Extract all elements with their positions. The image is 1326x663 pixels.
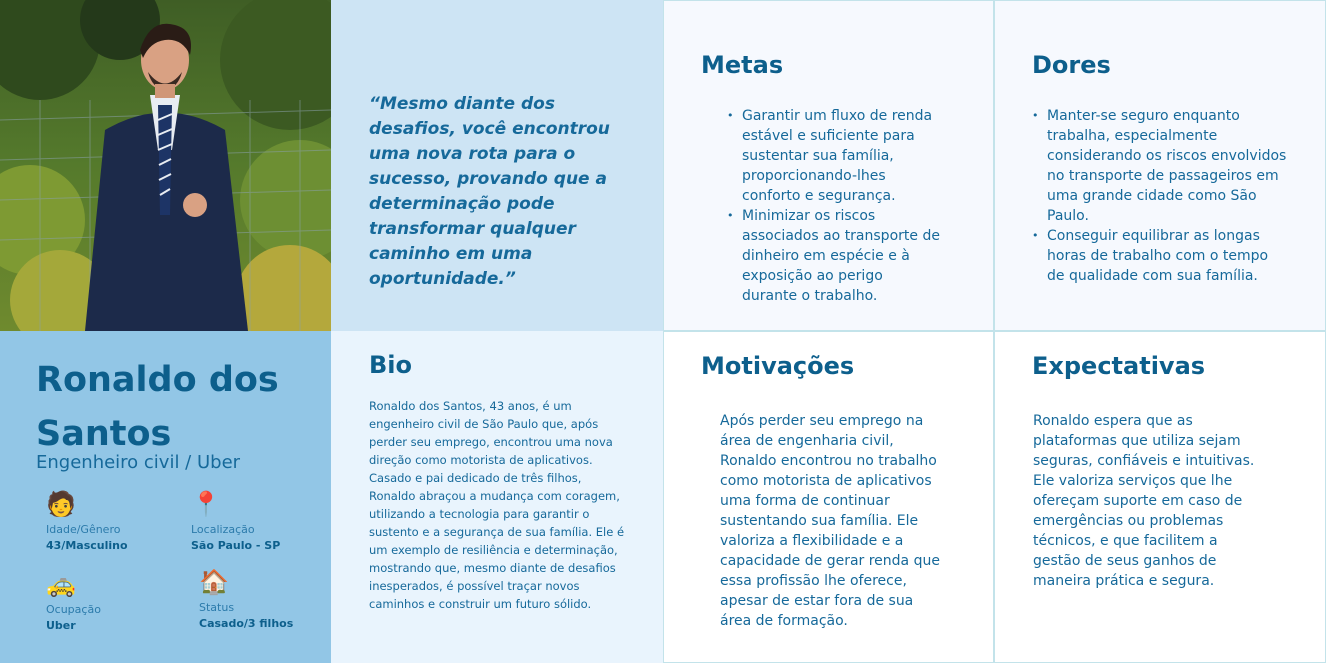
face-emoji-icon: 🧑 (46, 490, 76, 518)
detail-value: São Paulo - SP (191, 539, 281, 552)
detail-occupation (46, 569, 186, 632)
pains-item: • Manter-se seguro enquanto trabalha, especialmente considerando os riscos envolvidos no transporte de passageiros em uma grande cidade como São Paulo. (1032, 106, 1288, 226)
persona-photo (0, 0, 331, 331)
persona-name: Ronaldo dos Santos (36, 360, 279, 454)
goals-item: • Minimizar os riscos associados ao transporte de dinheiro em espécie e à exposição ao perigo durante o trabalho. (727, 206, 942, 306)
quote-card (331, 0, 663, 331)
detail-location (191, 489, 331, 552)
motivations-card (663, 331, 994, 663)
pains-item: • Conseguir equilibrar as longas horas de trabalho com o tempo de qualidade com sua família. (1032, 226, 1288, 286)
detail-value: Casado/3 filhos (199, 617, 294, 630)
bio-title: Bio (369, 351, 413, 379)
pains-title: Dores (1032, 51, 1111, 79)
detail-value: 43/Masculino (46, 539, 128, 552)
bio-text: Ronaldo dos Santos, 43 anos, é um engenheiro civil de São Paulo que, após perder seu emprego, encontrou uma nova direção como motorista de aplicativos. Casado e pai dedicado de três filhos, Ronaldo abraçou a mudança com coragem, utilizando a tecnologia para garantir o sustento e a segurança de sua família. Ele é um exemplo de resiliência e determinação, mostrando que, mesmo diante de desafios inesperados, é possível traçar novos caminhos e construir um futuro sólido. (369, 399, 625, 611)
goals-title: Metas (701, 51, 784, 79)
detail-label: Localização (191, 523, 255, 536)
detail-label: Ocupação (46, 603, 101, 616)
detail-label: Idade/Gênero (46, 523, 121, 536)
motivations-text: Após perder seu emprego na área de engenharia civil, Ronaldo encontrou no trabalho como motorista de aplicativos uma forma de continuar sustentando sua família. Ele valoriza a flexibilidade e a capacidade de gerar renda que essa profissão lhe oferece, apesar de estar fora de sua área de formação. (720, 413, 940, 629)
persona-quote: “Mesmo diante dos desafios, você encontrou uma nova rota para o sucesso, provando que a determinação pode transformar qualquer caminho em uma oportunidade.” (369, 94, 610, 289)
expectations-card (994, 331, 1326, 663)
profile-card (0, 331, 331, 663)
pains-list (1032, 106, 1288, 286)
pains-card (994, 0, 1326, 331)
detail-status (199, 567, 331, 630)
house-icon: 🏠 (199, 568, 229, 596)
persona-role: Engenheiro civil / Uber (36, 452, 241, 473)
detail-age-gender (46, 489, 186, 552)
location-pin-icon: 📍 (191, 490, 221, 518)
detail-value: Uber (46, 619, 76, 632)
persona-photo-illustration (0, 0, 331, 331)
motivations-title: Motivações (701, 352, 855, 380)
expectations-title: Expectativas (1032, 352, 1206, 380)
expectations-text: Ronaldo espera que as plataformas que utiliza sejam seguras, confiáveis e intuitivas. Ele valoriza serviços que lhe ofereçam suporte em caso de emergências ou problemas técnicos, e que facilitem a gestão de seus ganhos de maneira prática e segura. (1033, 413, 1255, 589)
goals-card (663, 0, 994, 331)
goals-list (727, 106, 942, 306)
detail-label: Status (199, 601, 235, 614)
taxi-icon: 🚕 (46, 570, 76, 598)
goals-item: • Garantir um fluxo de renda estável e suficiente para sustentar sua família, proporcionando-lhes conforto e segurança. (727, 106, 942, 206)
bio-card (331, 331, 663, 663)
